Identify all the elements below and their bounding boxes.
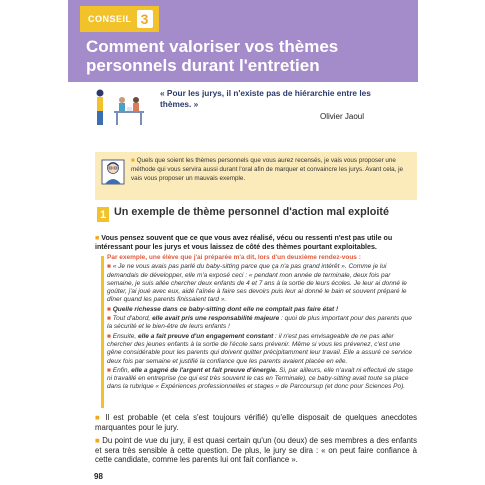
paragraph-1-text: Vous pensez souvent que ce que vous avez réalisé, vécu ou ressenti n'est pas utile ou intéressant pour les jurys et vous laissez de côté des thèmes pourtant exploitables. (95, 234, 393, 251)
paragraph-3 (95, 436, 417, 465)
example-accent-bar (101, 256, 104, 408)
paragraph-1-bullet: ■ (95, 234, 102, 242)
interview-illustration (92, 87, 152, 127)
example-item-2-text: Quelle richesse dans ce baby-sitting dont elle ne comptait pas faire état ! (112, 305, 339, 313)
example-item-4-bold: elle a fait preuve d'un engagement constant (138, 332, 274, 340)
example-item-4-lead: Ensuite, (112, 332, 137, 340)
example-intro: Par exemple, une élève que j'ai préparée m'a dit, lors d'un deuxième rendez-vous : (107, 254, 361, 261)
paragraph-3-text: Du point de vue du jury, il est quasi certain qu'un (ou deux) de ses membres a des enfants et sera très sensible à cette question. De plus, le jury se dira : « on peut faire confiance à cette candidate, comme les parents lui ont fait confiance ». (95, 436, 417, 465)
conseil-number: 3 (137, 10, 153, 28)
example-item-5-bold: elle a gagné de l'argent et fait preuve d'énergie. (131, 366, 278, 374)
example-item-3: ■ Tout d'abord, elle avait pris une responsabilité majeure : quoi de plus important pour des parents que la sécurité et le bien-être de leurs enfants ! (107, 315, 412, 331)
intro-bullet: ■ (131, 157, 137, 164)
quote-author: Olivier Jaoul (320, 112, 365, 121)
example-item-3-bold: elle avait pris une responsabilité majeure (152, 315, 280, 323)
example-item-1: ■ « Je ne vous avais pas parlé du baby-sitting parce que ça n'a pas grand intérêt ». Comme je lui demandais de développer, elle m'a exposé ceci : « pendant mon année de terminale, deux fois par semaine, je suis allée chercher deux enfants de 4 et 7 ans à la sortie de leurs écoles. Je leur ai donné le goûter, j'ai joué avec eux, aidé l'aînée à faire ses devoirs puis leur ai donné le bain et souvent préparé le dîner quand les parents finissaient tard ». (107, 263, 407, 304)
page-number: 98 (94, 472, 103, 481)
example-item-2: ■ Quelle richesse dans ce baby-sitting dont elle ne comptait pas faire état ! (107, 305, 339, 313)
intro-text (131, 157, 413, 183)
paragraph-2-bullet: ■ (95, 413, 106, 422)
example-item-5-lead: Enfin, (112, 366, 130, 374)
example-item-5-rest: Si, par ailleurs, elle n'avait ni effectué de stage ni travaillé en entreprise (ce qui est très souvent le cas en Terminale), ce baby-sitting avait toute sa place dans la rubrique « Expériences professionnelles et stages » de Parcoursup (et donc pour Sciences Po). (107, 366, 413, 391)
conseil-label: CONSEIL (88, 14, 132, 24)
paragraph-2-text: Il est probable (et cela s'est toujours vérifié) qu'elle disposait de quelques anecdotes marquantes pour le jury. (95, 413, 417, 432)
section-number: 1 (97, 207, 109, 222)
intro-body: Quels que soient les thèmes personnels que vous aurez recensés, je vais vous proposer une méthode qui vous servira aussi durant l'oral afin de marquer et convaincre les jurys. Avant cela, je vais vous proposer un mauvais exemple. (131, 157, 403, 182)
example-item-5: ■ Enfin, elle a gagné de l'argent et fait preuve d'énergie. Si, par ailleurs, elle n'avait ni effectué de stage ni travaillé en entreprise (ce qui est très souvent le cas en Terminale), ce baby-sitting avait toute sa place dans la rubrique « Expériences professionnelles et stages » de Parcoursup (et donc pour Sciences Po). (107, 366, 413, 391)
author-avatar (100, 156, 126, 186)
section-title: Un exemple de thème personnel d'action mal exploité (114, 206, 389, 218)
page-title: Comment valoriser vos thèmes personnels durant l'entretien (86, 37, 339, 75)
example-item-4-rest: : il n'est pas envisageable de ne pas aller chercher des jeunes enfants à la sortie de l'école sans prévenir. Même si vous les prévenez, c'est une gêne considérable pour les parents qui doivent quitter précipitamment leur travail. Elle a assuré ce service deux fois par semaine et justifié la confiance que les parents avaient placée en elle. (107, 332, 412, 365)
conseil-tab (80, 6, 159, 32)
example-item-3-rest: : quoi de plus important pour des parents que la sécurité et le bien-être de leurs enfants ! (107, 315, 412, 331)
example-item-4: ■ Ensuite, elle a fait preuve d'un engagement constant : il n'est pas envisageable de ne pas aller chercher des jeunes enfants à la sortie de l'école sans prévenir. Même si vous les prévenez, c'est une gêne considérable pour les parents qui doivent quitter précipitamment leur travail. Elle a assuré ce service deux fois par semaine et justifié la confiance que les parents avaient placée en elle. (107, 332, 412, 365)
paragraph-2 (95, 413, 417, 432)
example-block (107, 254, 414, 392)
paragraph-1 (95, 234, 417, 252)
example-item-1-text: « Je ne vous avais pas parlé du baby-sitting parce que ça n'a pas grand intérêt ». Comme je lui demandais de développer, elle m'a exposé ceci : « pendant mon année de terminale, deux fois par semaine, je suis allée chercher deux enfants de 4 et 7 ans à la sortie de leurs écoles. Je leur ai donné le goûter, j'ai joué avec eux, aidé l'aînée à faire ses devoirs puis leur ai donné le bain et souvent préparé le dîner quand les parents finissaient tard ». (107, 263, 407, 304)
paragraph-3-bullet: ■ (95, 436, 103, 445)
example-item-3-lead: Tout d'abord, (112, 315, 151, 323)
quote-text: « Pour les jurys, il n'existe pas de hiérarchie entre les thèmes. » (160, 88, 371, 109)
